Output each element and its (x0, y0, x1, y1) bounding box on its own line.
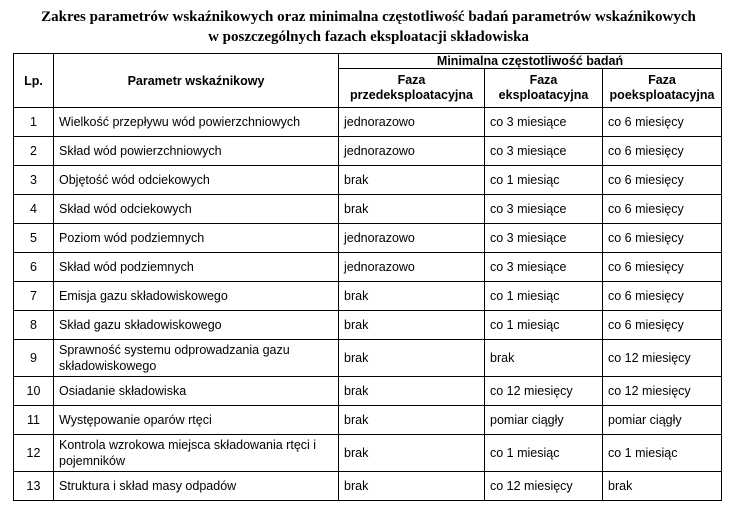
cell-operational-phase: co 1 miesiąc (485, 435, 603, 472)
cell-pre-phase: jednorazowo (339, 253, 485, 282)
table-row (14, 311, 722, 340)
cell-parameter: Kontrola wzrokowa miejsca składowania rtęci i pojemników (54, 435, 339, 472)
cell-lp: 3 (14, 166, 54, 195)
cell-operational-phase: co 1 miesiąc (485, 166, 603, 195)
cell-parameter: Skład wód odciekowych (54, 195, 339, 224)
cell-lp: 6 (14, 253, 54, 282)
cell-operational-phase: co 3 miesiące (485, 137, 603, 166)
header-frequency-group: Minimalna częstotliwość badań (339, 54, 722, 69)
table-row (14, 472, 722, 501)
cell-pre-phase: brak (339, 435, 485, 472)
cell-pre-phase: jednorazowo (339, 137, 485, 166)
table-row (14, 166, 722, 195)
cell-pre-phase: brak (339, 340, 485, 377)
header-phase-pre: Faza przedeksploatacyjna (339, 69, 485, 108)
cell-post-phase: co 6 miesięcy (603, 282, 722, 311)
cell-parameter: Poziom wód podziemnych (54, 224, 339, 253)
header-lp: Lp. (14, 54, 54, 108)
table-row (14, 406, 722, 435)
cell-lp: 9 (14, 340, 54, 377)
cell-operational-phase: co 3 miesiące (485, 108, 603, 137)
header-phase-operational: Faza eksploatacyjna (485, 69, 603, 108)
cell-post-phase: co 6 miesięcy (603, 224, 722, 253)
cell-lp: 7 (14, 282, 54, 311)
cell-pre-phase: brak (339, 195, 485, 224)
cell-operational-phase: co 12 miesięcy (485, 472, 603, 501)
table-row (14, 224, 722, 253)
cell-pre-phase: brak (339, 377, 485, 406)
table-body (14, 108, 722, 501)
table-row (14, 340, 722, 377)
table-row (14, 195, 722, 224)
parameters-table (13, 53, 722, 501)
cell-pre-phase: brak (339, 311, 485, 340)
cell-parameter: Skład wód powierzchniowych (54, 137, 339, 166)
cell-parameter: Struktura i skład masy odpadów (54, 472, 339, 501)
cell-post-phase: co 6 miesięcy (603, 195, 722, 224)
cell-pre-phase: brak (339, 406, 485, 435)
cell-parameter: Sprawność systemu odprowadzania gazu składowiskowego (54, 340, 339, 377)
cell-lp: 1 (14, 108, 54, 137)
header-phase-post: Faza poeksploatacyjna (603, 69, 722, 108)
cell-parameter: Skład gazu składowiskowego (54, 311, 339, 340)
cell-parameter: Emisja gazu składowiskowego (54, 282, 339, 311)
cell-post-phase: co 6 miesięcy (603, 166, 722, 195)
table-row (14, 377, 722, 406)
cell-post-phase: co 6 miesięcy (603, 108, 722, 137)
document-title (0, 7, 737, 47)
cell-pre-phase: jednorazowo (339, 224, 485, 253)
cell-post-phase: co 6 miesięcy (603, 311, 722, 340)
cell-parameter: Występowanie oparów rtęci (54, 406, 339, 435)
cell-lp: 8 (14, 311, 54, 340)
cell-post-phase: co 1 miesiąc (603, 435, 722, 472)
header-parameter: Parametr wskaźnikowy (54, 54, 339, 108)
cell-operational-phase: co 1 miesiąc (485, 311, 603, 340)
cell-pre-phase: brak (339, 166, 485, 195)
cell-lp: 2 (14, 137, 54, 166)
cell-pre-phase: brak (339, 282, 485, 311)
cell-post-phase: co 12 miesięcy (603, 340, 722, 377)
cell-operational-phase: co 3 miesiące (485, 253, 603, 282)
table-row (14, 282, 722, 311)
cell-lp: 12 (14, 435, 54, 472)
cell-post-phase: pomiar ciągły (603, 406, 722, 435)
cell-lp: 10 (14, 377, 54, 406)
cell-lp: 13 (14, 472, 54, 501)
cell-lp: 4 (14, 195, 54, 224)
table-row (14, 253, 722, 282)
table-row (14, 108, 722, 137)
cell-operational-phase: co 3 miesiące (485, 224, 603, 253)
cell-lp: 5 (14, 224, 54, 253)
cell-post-phase: co 6 miesięcy (603, 253, 722, 282)
cell-parameter: Osiadanie składowiska (54, 377, 339, 406)
cell-pre-phase: brak (339, 472, 485, 501)
title-line-2: w poszczególnych fazach eksploatacji składowiska (208, 29, 529, 45)
cell-parameter: Wielkość przepływu wód powierzchniowych (54, 108, 339, 137)
cell-operational-phase: co 1 miesiąc (485, 282, 603, 311)
cell-post-phase: co 6 miesięcy (603, 137, 722, 166)
table-row (14, 137, 722, 166)
cell-post-phase: brak (603, 472, 722, 501)
cell-operational-phase: pomiar ciągły (485, 406, 603, 435)
cell-post-phase: co 12 miesięcy (603, 377, 722, 406)
cell-pre-phase: jednorazowo (339, 108, 485, 137)
table-row (14, 435, 722, 472)
cell-operational-phase: co 12 miesięcy (485, 377, 603, 406)
cell-operational-phase: brak (485, 340, 603, 377)
cell-operational-phase: co 3 miesiące (485, 195, 603, 224)
cell-parameter: Objętość wód odciekowych (54, 166, 339, 195)
cell-lp: 11 (14, 406, 54, 435)
cell-parameter: Skład wód podziemnych (54, 253, 339, 282)
title-line-1: Zakres parametrów wskaźnikowych oraz minimalna częstotliwość badań parametrów wskaźnikowych (41, 9, 696, 25)
